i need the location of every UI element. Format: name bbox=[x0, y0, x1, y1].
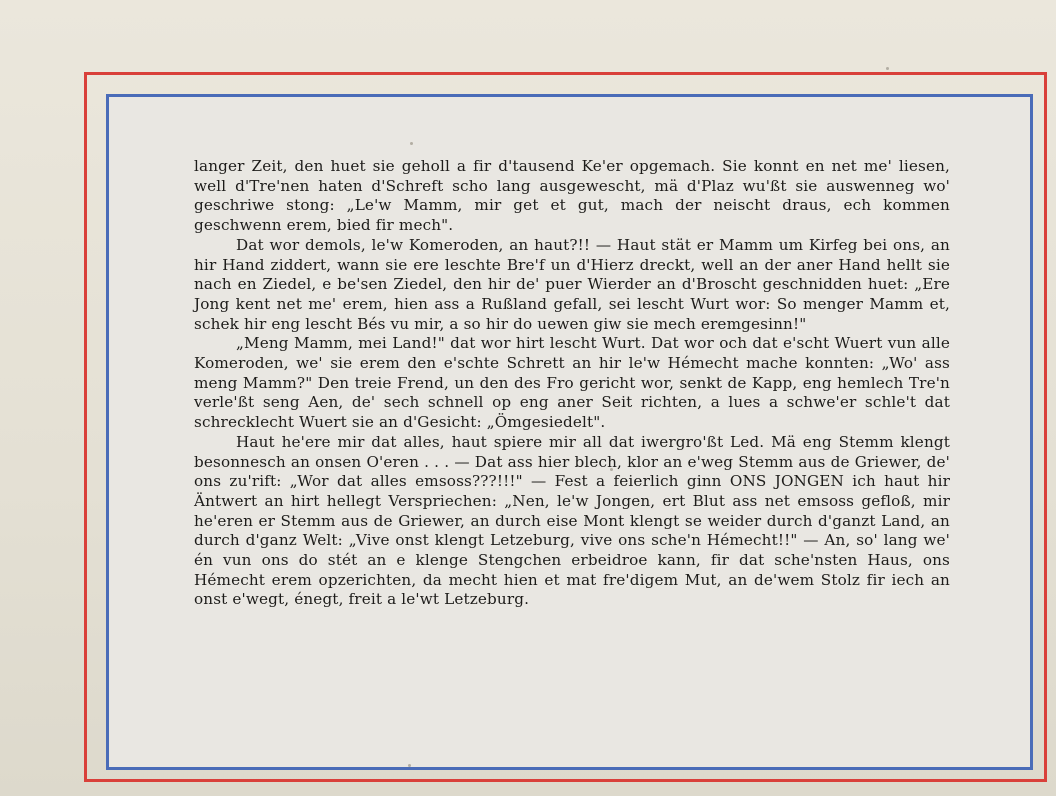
document-body bbox=[194, 157, 950, 610]
paper-speck bbox=[886, 67, 889, 70]
paragraph-2: Dat wor demols, le'w Komeroden, an haut?!! — Haut stät er Mamm um Kirfeg bei ons, an hir Hand ziddert, wann sie ere leschte Bre'f un d'Hierz dreckt, well an der aner Hand hellt sie nach en Ziedel, e be'sen Ziedel, den hir de' puer Wierder an d'Broscht geschnidden huet: „Ere Jong kent net me' erem, hien ass a Rußland gefall, sei lescht Wurt wor: So menger Mamm et, schek hir eng lescht Bés vu mir, a so hir do uewen giw sie mech eremgesinn!" bbox=[194, 235, 950, 333]
paragraph-3: „Meng Mamm, mei Land!" dat wor hirt lescht Wurt. Dat wor och dat e'scht Wuert vun alle Komeroden, we' sie erem den e'schte Schrett an hir le'w Hémecht mache konnten: „Wo' ass meng Mamm?" Den treie Frend, un den des Fro gericht wor, senkt de Kapp, eng hemlech Tre'n verle'ßt seng Aen, de' sech schnell op eng aner Seit richten, a lues a schwe'er schle't dat schrecklecht Wuert sie an d'Gesicht: „Ömgesiedelt". bbox=[194, 334, 950, 432]
paper-speck bbox=[408, 764, 411, 767]
paragraph-1: langer Zeit, den huet sie geholl a fir d'tausend Ke'er opgemach. Sie konnt en net me' liesen, well d'Tre'nen haten d'Schreft scho lang ausgewescht, mä d'Plaz wu'ßt sie auswenneg wo' geschriwe stong: „Le'w Mamm, mir get et gut, mach der neischt draus, ech kommen geschwenn erem, bied fir mech". bbox=[194, 157, 950, 235]
paragraph-4: Haut he'ere mir dat alles, haut spiere mir all dat iwergro'ßt Led. Mä eng Stemm klengt besonnesch an onsen O'eren . . . — Dat ass hier blech, klor an e'weg Stemm aus de Griewer, de' ons zu'rift: „Wor dat alles emsoss???!!!" — Fest a feierlich ginn ONS JONGEN ich haut hir Äntwert an hirt hellegt Verspriechen: „Nen, le'w Jongen, ert Blut ass net emsoss gefloß, mir he'eren er Stemm aus de Griewer, an durch eise Mont klengt se weider durch d'ganzt Land, an durch d'ganz Welt: „Vive onst klengt Letzeburg, vive ons sche'n Hémecht!!" — An, so' lang we' én vun ons do stét an e klenge Stengchen erbeidroe kann, fir dat sche'nsten Haus, ons Hémecht erem opzerichten, da mecht hien et mat fre'digem Mut, an de'wem Stolz fir iech an onst e'wegt, énegt, freit a le'wt Letzeburg. bbox=[194, 432, 950, 609]
paper-speck bbox=[410, 142, 413, 145]
